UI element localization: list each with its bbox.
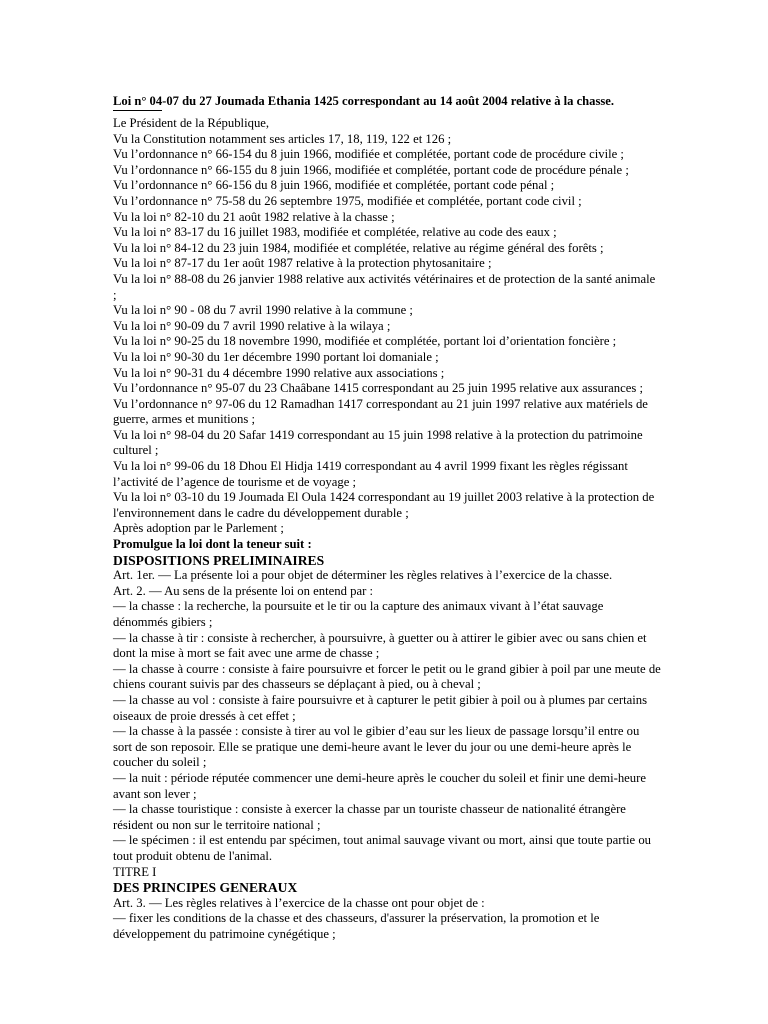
document-line: Vu la loi n° 03-10 du 19 Joumada El Oula 1424 correspondant au 19 juillet 2003 relative à la protection de l'environnement dans le cadre du développement durable ; <box>113 490 655 520</box>
document-line: Art. 3. — Les règles relatives à l’exercice de la chasse ont pour objet de : <box>113 895 485 910</box>
document-line: Vu la loi n° 82-10 du 21 août 1982 relative à la chasse ; <box>113 209 395 224</box>
document-line: — fixer les conditions de la chasse et des chasseurs, d'assurer la préservation, la promotion et le développement du patrimoine cynégétique ; <box>113 911 600 941</box>
document-page <box>113 94 661 942</box>
document-line: Vu l’ordonnance n° 66-155 du 8 juin 1966, modifiée et complétée, portant code de procédure pénale ; <box>113 162 629 177</box>
document-line: Vu l’ordonnance n° 95-07 du 23 Chaâbane 1415 correspondant au 25 juin 1995 relative aux assurances ; <box>113 381 643 396</box>
document-line: Vu la loi n° 98-04 du 20 Safar 1419 correspondant au 15 juin 1998 relative à la protection du patrimoine culturel ; <box>113 427 643 458</box>
document-line: Vu la loi n° 90-09 du 7 avril 1990 relative à la wilaya ; <box>113 318 391 333</box>
document-line: — la chasse à la passée : consiste à tirer au vol le gibier d’eau sur les lieux de passage lorsqu’il entre ou sort de son reposoir. Elle se pratique une demi-heure avant le lever du jour ou une demi-heure après le coucher du soleil ; <box>113 724 640 770</box>
document-line: Vu la loi n° 90 - 08 du 7 avril 1990 relative à la commune ; <box>113 303 413 318</box>
document-line: — la chasse : la recherche, la poursuite et le tir ou la capture des animaux vivant à l’état sauvage dénommés gibiers ; <box>113 599 604 629</box>
document-line: Vu la loi n° 87-17 du 1er août 1987 relative à la protection phytosanitaire ; <box>113 256 492 271</box>
document-line: — le spécimen : il est entendu par spécimen, tout animal sauvage vivant ou mort, ainsi que toute partie ou tout produit obtenu de l'animal. <box>113 833 652 863</box>
document-line: Vu l’ordonnance n° 66-156 du 8 juin 1966, modifiée et complétée, portant code pénal ; <box>113 178 555 193</box>
document-line: Vu la loi n° 90-25 du 18 novembre 1990, modifiée et complétée, portant loi d’orientation foncière ; <box>113 334 617 349</box>
document-line: Vu l’ordonnance n° 75-58 du 26 septembre 1975, modifiée et complétée, portant code civil ; <box>113 193 582 208</box>
section-heading: DISPOSITIONS PRELIMINAIRES <box>113 552 325 568</box>
title-underline <box>113 110 162 111</box>
document-line: TITRE I <box>113 864 157 879</box>
document-body <box>113 116 661 942</box>
document-line: Vu la loi n° 99-06 du 18 Dhou El Hidja 1419 correspondant au 4 avril 1999 fixant les règles régissant l’activité de l’agence de tourisme et de voyage ; <box>113 459 628 489</box>
document-line: — la chasse à courre : consiste à faire poursuivre et forcer le petit ou le grand gibier à poil par une meute de chiens courant suivis par des chasseurs se déplaçant à pied, ou à cheval ; <box>113 661 661 692</box>
document-line: Vu la Constitution notamment ses articles 17, 18, 119, 122 et 126 ; <box>113 131 452 146</box>
document-line: Vu la loi n° 90-31 du 4 décembre 1990 relative aux associations ; <box>113 365 445 380</box>
document-line: Vu l’ordonnance n° 97-06 du 12 Ramadhan 1417 correspondant au 21 juin 1997 relative aux matériels de guerre, armes et munitions ; <box>113 396 648 427</box>
document-line: Art. 2. — Au sens de la présente loi on entend par : <box>113 583 374 598</box>
document-line: Le Président de la République, <box>113 116 270 130</box>
document-line: — la chasse touristique : consiste à exercer la chasse par un touriste chasseur de nationalité étrangère résident ou non sur le territoire national ; <box>113 802 626 832</box>
document-line: — la chasse à tir : consiste à rechercher, à poursuivre, à guetter ou à attirer le gibier avec ou sans chien et dont la mise à mort se fait avec une arme de chasse ; <box>113 630 647 661</box>
document-line: — la nuit : période réputée commencer une demi-heure après le coucher du soleil et finir une demi-heure avant son lever ; <box>113 770 647 801</box>
document-line: Promulgue la loi dont la teneur suit : <box>113 537 312 552</box>
document-line: Vu la loi n° 83-17 du 16 juillet 1983, modifiée et complétée, relative au code des eaux ; <box>113 225 557 240</box>
document-line: Vu la loi n° 90-30 du 1er décembre 1990 portant loi domaniale ; <box>113 349 439 364</box>
document-line: Vu la loi n° 88-08 du 26 janvier 1988 relative aux activités vétérinaires et de protection de la santé animale ; <box>113 271 656 302</box>
document-line: Vu l’ordonnance n° 66-154 du 8 juin 1966, modifiée et complétée, portant code de procédure civile ; <box>113 147 624 162</box>
document-title: Loi n° 04-07 du 27 Joumada Ethania 1425 correspondant au 14 août 2004 relative à la chasse. <box>113 94 615 108</box>
document-line: — la chasse au vol : consiste à faire poursuivre et à capturer le petit gibier à poil ou à plumes par certains oiseaux de proie dressés à cet effet ; <box>113 692 648 723</box>
document-line: Après adoption par le Parlement ; <box>113 521 284 536</box>
section-heading: DES PRINCIPES GENERAUX <box>113 880 298 896</box>
document-line: Vu la loi n° 84-12 du 23 juin 1984, modifiée et complétée, relative au régime général des forêts ; <box>113 240 604 255</box>
document-line: Art. 1er. — La présente loi a pour objet de déterminer les règles relatives à l’exercice de la chasse. <box>113 568 613 583</box>
